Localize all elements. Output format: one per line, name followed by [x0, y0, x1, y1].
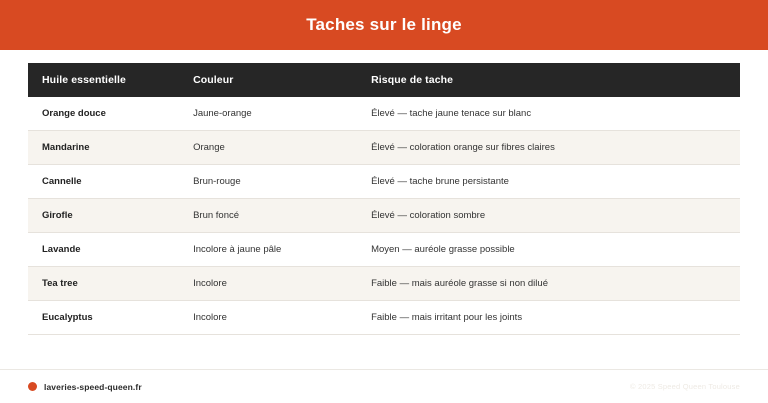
table-row [28, 301, 740, 335]
column-header-oil: Huile essentielle [28, 63, 181, 97]
page-header [0, 0, 768, 50]
cell-risk: Moyen — auréole grasse possible [359, 233, 740, 267]
table-row [28, 233, 740, 267]
cell-color: Incolore à jaune pâle [181, 233, 359, 267]
footer-brand-label: laveries-speed-queen.fr [44, 381, 142, 392]
page-title: Taches sur le linge [306, 15, 462, 34]
cell-color: Brun foncé [181, 199, 359, 233]
cell-color: Brun-rouge [181, 165, 359, 199]
table-row [28, 131, 740, 165]
footer-brand-group [28, 382, 142, 392]
stain-risk-table [28, 63, 740, 335]
cell-risk: Élevé — coloration orange sur fibres claires [359, 131, 740, 165]
cell-oil: Mandarine [28, 131, 181, 165]
cell-color: Jaune-orange [181, 97, 359, 131]
table-row [28, 267, 740, 301]
cell-oil: Cannelle [28, 165, 181, 199]
cell-oil: Girofle [28, 199, 181, 233]
table-row [28, 165, 740, 199]
cell-oil: Orange douce [28, 97, 181, 131]
footer-credit-label: © 2025 Speed Queen Toulouse [629, 382, 740, 391]
table-row [28, 97, 740, 131]
cell-risk: Élevé — tache jaune tenace sur blanc [359, 97, 740, 131]
column-header-risk: Risque de tache [359, 63, 740, 97]
cell-oil: Lavande [28, 233, 181, 267]
cell-oil: Eucalyptus [28, 301, 181, 335]
main-content [0, 50, 768, 369]
table-header-row [28, 63, 740, 97]
cell-risk: Faible — mais auréole grasse si non dilué [359, 267, 740, 301]
cell-risk: Faible — mais irritant pour les joints [359, 301, 740, 335]
cell-color: Incolore [181, 267, 359, 301]
column-header-color: Couleur [181, 63, 359, 97]
cell-color: Incolore [181, 301, 359, 335]
cell-risk: Élevé — coloration sombre [359, 199, 740, 233]
table-body [28, 97, 740, 335]
cell-oil: Tea tree [28, 267, 181, 301]
table-header [28, 63, 740, 97]
table-row [28, 199, 740, 233]
page-footer [0, 369, 768, 403]
cell-color: Orange [181, 131, 359, 165]
cell-risk: Élevé — tache brune persistante [359, 165, 740, 199]
brand-dot-icon [28, 382, 37, 391]
